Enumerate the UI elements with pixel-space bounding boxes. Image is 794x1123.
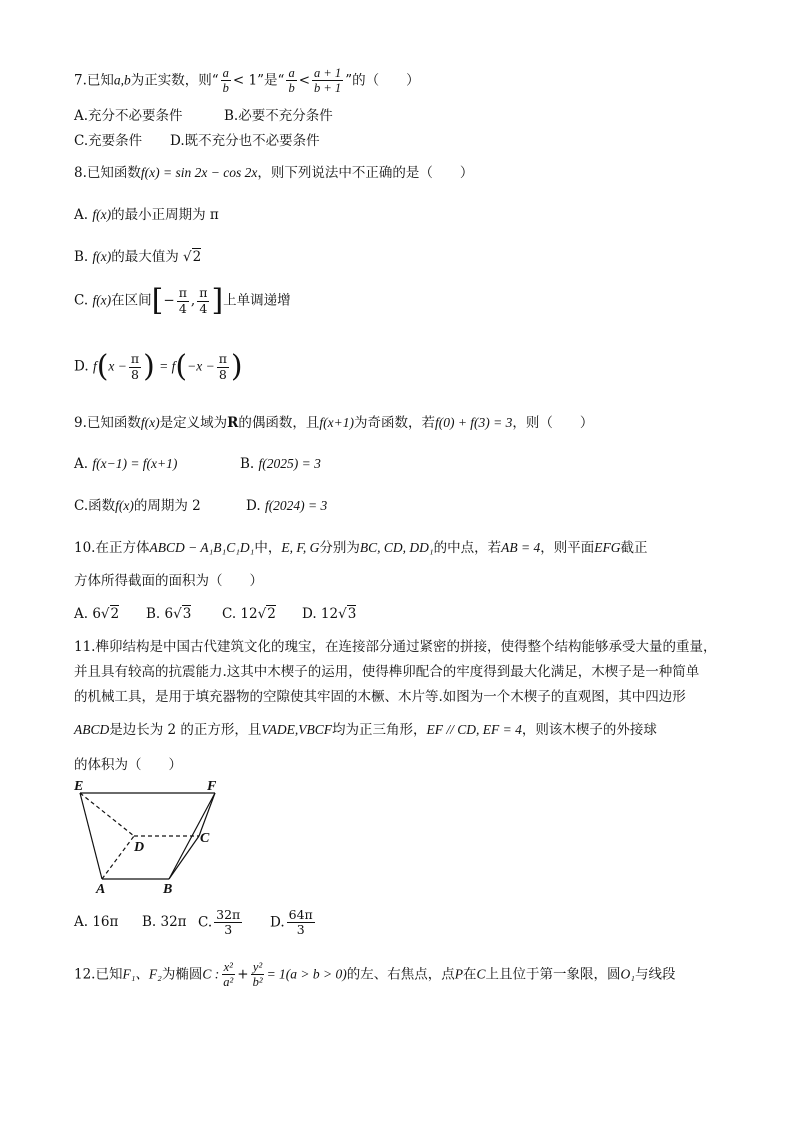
q12-frac-y: $\frac{\text{y²}}{\text{b²}}$: [252, 960, 263, 990]
q10-mid2: 分别为: [319, 540, 360, 556]
q8-stem: [74, 165, 473, 181]
q8-d-right: −x −: [187, 358, 215, 374]
q10-option-a: A. 6√2: [74, 606, 120, 622]
q8-a-text: 的最小正周期为: [111, 207, 206, 223]
q8-text: 8.已知函数: [74, 165, 141, 181]
q10-cube: ABCD − A₁B₁C₁D₁: [149, 540, 255, 555]
q9-mid2: 的偶函数，且: [238, 415, 320, 431]
q11-l4a: 是边长为 2 的正方形，且: [109, 722, 262, 738]
q7-options-row1: [74, 108, 333, 124]
edge-ED: [80, 793, 134, 836]
q9-fx1: f(x+1): [319, 415, 354, 430]
q11-l4c: ，则该木楔子的外接球: [521, 722, 657, 738]
q8-option-d: [74, 349, 243, 384]
q8-a-prefix: A.: [74, 207, 89, 223]
q11-par: EF // CD, EF = 4: [426, 722, 522, 737]
q10-stem: [74, 540, 647, 556]
q7-vars: a,b: [113, 72, 131, 88]
q10-option-c: C. 12√2: [222, 606, 276, 622]
q11-line2: [74, 664, 699, 680]
q8-a-fx: f(x): [92, 207, 112, 222]
q12-frac-x: $\frac{\text{x²}}{\text{a²}}$: [223, 960, 234, 990]
q8-d-paren-3: (: [175, 349, 188, 384]
q7-option-b: B.必要不充分条件: [224, 108, 333, 124]
q9-stem: [74, 415, 593, 431]
q11-line1: [74, 639, 716, 655]
q7-mid: ”是“: [257, 72, 285, 89]
q8-d-frac-2: $\frac{\pi}{8}$: [218, 351, 227, 382]
q9-mid3: 为奇函数，若: [353, 415, 435, 431]
wedge-figure: [72, 776, 232, 896]
q12-cond: = 1(a > b > 0): [266, 966, 347, 982]
q8-c-bracket-right: ]: [211, 283, 224, 318]
q10-options: [74, 606, 356, 622]
q12-c2: C: [476, 966, 486, 982]
label-F: F: [207, 779, 217, 794]
q12-o1: O₁: [620, 966, 635, 982]
q8-c-minus: −: [163, 292, 175, 309]
q11-abcd: ABCD: [74, 722, 110, 737]
q10-ab: AB = 4: [501, 540, 541, 555]
q10-mid4: ，则平面: [540, 540, 595, 556]
q12-stem: [74, 960, 675, 990]
label-A: A: [96, 882, 106, 896]
edge-BC: [169, 836, 199, 879]
q10-pts: E, F, G: [281, 540, 320, 555]
q9-tail: ，则（ ）: [512, 415, 594, 431]
q10-option-d: D. 12√3: [302, 606, 357, 622]
q8-option-c: [74, 283, 291, 318]
q9-fx: f(x): [140, 415, 160, 430]
q12-mid2: 的左、右焦点，点: [346, 966, 455, 983]
q8-c-frac-2: $\frac{\pi}{4}$: [199, 285, 208, 316]
q11-option-c: C. $\frac{32\pi}{3}$: [198, 907, 241, 938]
q8-d-paren-1: (: [96, 349, 109, 384]
q12-plus: +: [237, 966, 249, 983]
q8-b-fx: f(x): [92, 249, 112, 264]
q11-line5: [74, 757, 182, 773]
q11-tri: VADE,VBCF: [261, 722, 333, 737]
q8-function: f(x) = sin 2x − cos 2x: [140, 165, 258, 180]
label-E: E: [74, 779, 84, 794]
q9-mid1: 是定义域为: [159, 415, 228, 431]
q11-l4b: 均为正三角形，: [332, 722, 427, 738]
q10-option-b: B. 6√3: [146, 606, 192, 622]
q9-options-row2: [74, 498, 327, 514]
q8-b-text: 的最大值为: [111, 249, 179, 265]
edge-CF: [199, 793, 215, 836]
q9-option-b: B. f(2025) = 3: [240, 456, 321, 472]
q12-c: C :: [202, 966, 220, 982]
q8-c-text: 在区间: [111, 292, 152, 309]
q7-lt1: < 1: [232, 72, 258, 89]
q9-option-d: D. f(2024) = 3: [246, 498, 328, 514]
q12-p: P: [454, 966, 464, 982]
q8-option-a: [74, 207, 219, 223]
q10-efg: EFG: [594, 540, 621, 555]
q12-tail: 与线段: [634, 966, 676, 983]
edge-EA: [80, 793, 102, 879]
q11-option-b: B. 32π: [142, 914, 187, 931]
q11-l2: 并且具有较高的抗震能力.这其中木楔子的运用，使得榫卯配合的牢度得到最大化满足，木楔子是一种简单: [74, 664, 700, 680]
q7-frac-ab: $\frac{a}{b}$: [222, 66, 229, 96]
q7-option-c: C.充要条件: [74, 133, 143, 149]
q9-option-c: C.函数f(x)的周期为 2: [74, 498, 201, 514]
q9-option-a: A. f(x−1) = f(x+1): [74, 456, 178, 472]
q11-line4: [74, 722, 657, 738]
q8-d-paren-4: ): [230, 349, 243, 384]
q11-line3: [74, 689, 686, 705]
q7-option-d: D.既不充分也不必要条件: [170, 133, 320, 149]
label-C: C: [200, 831, 210, 846]
q8-b-sqrt: √2: [183, 249, 202, 265]
q9-r: R: [227, 415, 239, 431]
q8-option-b: [74, 249, 201, 265]
q8-d-paren-2: ): [143, 349, 155, 384]
q11-l1: 11.榫卯结构是中国古代建筑文化的瑰宝，在连接部分通过紧密的拼接，使得整个结构能够承受大量的重量，: [74, 639, 717, 655]
q11-option-d: D. $\frac{64\pi}{3}$: [270, 907, 313, 938]
label-B: B: [163, 882, 173, 896]
q9-text: 9.已知函数: [74, 415, 141, 431]
q12-mid4: 上且位于第一象限，圆: [485, 966, 621, 983]
q8-b-prefix: B.: [74, 249, 89, 265]
q8-c-fx: f(x): [92, 292, 112, 308]
q7-text: 7.已知: [74, 72, 114, 89]
q11-options: [74, 908, 317, 938]
q8-d-f: f: [92, 358, 97, 374]
q7-options-row2: [74, 133, 320, 149]
q12-text: 12.已知: [74, 966, 123, 983]
q10-mid1: 中，: [254, 540, 282, 556]
q7-option-a: A.充分不必要条件: [74, 108, 183, 124]
q10-line2-text: 方体所得截面的面积为（ ）: [74, 573, 263, 589]
q12-mid3: 在: [463, 966, 477, 983]
q8-d-eq: = f: [159, 358, 176, 374]
q11-option-a: A. 16π: [74, 914, 119, 931]
q8-tail: ，则下列说法中不正确的是（ ）: [257, 165, 474, 181]
q8-d-prefix: D.: [74, 358, 89, 375]
q7-tail: ”的（ ）: [345, 72, 420, 89]
q10-line2: [74, 573, 263, 589]
q12-foci: F₁、F₂: [122, 966, 162, 982]
q7-text-2: 为正实数，则“: [130, 72, 219, 89]
q9-cond: f(0) + f(3) = 3: [434, 415, 513, 430]
q8-d-frac-1: $\frac{\pi}{8}$: [130, 351, 140, 382]
q7-frac-ab-2: $\frac{a}{b}$: [288, 66, 295, 96]
q8-d-left: x −: [108, 358, 127, 374]
q11-l3: 的机械工具，是用于填充器物的空隙使其牢固的木橛、木片等.如图为一个木楔子的直观图，其中四边形: [74, 689, 686, 705]
q11-l5: 的体积为（ ）: [74, 757, 182, 773]
q8-c-after: 上单调递增: [223, 292, 291, 309]
q12-mid1: 为椭圆: [161, 966, 203, 983]
q10-mid3: 的中点，若: [433, 540, 502, 556]
q9-options-row1: [74, 456, 321, 472]
q7-lt: <: [298, 72, 310, 89]
q8-c-frac-1: $\frac{\pi}{4}$: [178, 285, 187, 316]
q8-c-prefix: C.: [74, 292, 89, 309]
edge-AD: [102, 836, 134, 879]
q8-a-val: π: [209, 207, 219, 223]
q8-c-comma: ,: [190, 292, 196, 309]
q10-text: 10.在正方体: [74, 540, 150, 556]
q8-c-bracket-left: [: [151, 283, 164, 318]
q7-frac-a1b1: $\frac{a + 1}{b + 1}$: [314, 66, 342, 96]
label-D: D: [134, 840, 145, 855]
q7-stem: [74, 66, 420, 96]
q10-mids: BC, CD, DD₁: [359, 540, 434, 555]
q10-tail: 截正: [620, 540, 648, 556]
